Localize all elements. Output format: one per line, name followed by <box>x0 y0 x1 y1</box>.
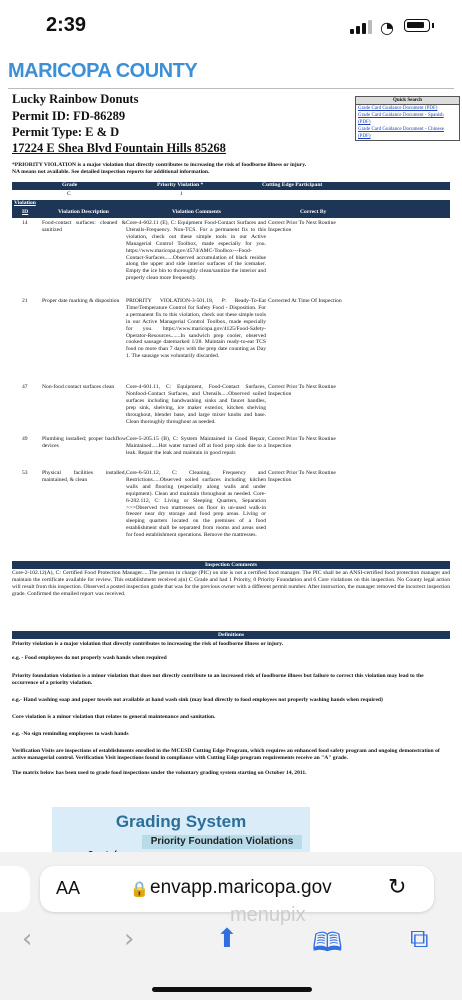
violation-comments: Core-4-602.11 (E), C: Equipment Food-Contact Surfaces and Utensils-Frequency. Non-TCS. For a permanent fix to this violation, check out these simple tools in our Active Managerial Control Toolbox, made especially for you. https://www.maricopa.gov/4574/AMC-Toolbox---Food-Contact-Surfaces......Observed accumulation of black residue along the upper and side interior surfaces of the icemaker. Empty the ice bin to thoroughly clean/sanitize the interior and properly clean more frequently. <box>126 220 266 282</box>
violation-header <box>12 200 450 218</box>
violation-description: Proper date marking & disposition <box>42 298 120 304</box>
permit-id: Permit ID: FD-86289 <box>12 109 126 123</box>
lock-icon: 🔒 <box>130 880 149 898</box>
grade-card-spanish-link[interactable]: Grade Card Guidance Document - Spanish (PDF) <box>358 113 444 125</box>
browser-bottom-bar <box>0 852 462 1000</box>
violation-correct-by: Correct Prior To Next Routine Inspection <box>268 436 336 449</box>
table-row <box>12 218 450 296</box>
summary-table <box>12 182 450 199</box>
permit-type: Permit Type: E & D <box>12 125 120 139</box>
violation-comments: Core-4-601.11, C: Equipment, Food-Contact Surfaces, Nonfood-Contact Surfaces, and Utensils.....Observed soiled surfaces including handwashing sinks and faucet handles, prep sink, shelving, ice maker exterior, kitchen shelving throughout, blender base, and large mixer knobs and base. Clean thoroughly throughout as needed. <box>126 384 266 425</box>
violation-correct-by: Correct Prior To Next Routine Inspection <box>268 220 336 233</box>
definition-core: Core violation is a minor violation that relates to general maintenance and sanitation. <box>12 714 216 720</box>
violation-correct-by: Correct Prior To Next Routine Inspection <box>268 470 336 483</box>
business-name: Lucky Rainbow Donuts <box>12 92 139 106</box>
priority-note-line1: *PRIORITY VIOLATION is a major violation that directly contributes to increasing the risk of foodborne illness or injury. <box>12 162 307 168</box>
violation-correct-by: Corrected At Time Of Inspection <box>268 298 342 304</box>
bookmarks-icon[interactable]: 🕮 <box>312 928 343 958</box>
forward-arrow-icon[interactable]: › <box>124 924 135 954</box>
home-indicator <box>152 987 312 992</box>
violation-table <box>12 200 450 563</box>
violation-description: Physical facilities installed, maintained, & clean <box>42 470 126 483</box>
definition-core-example: e.g. -No sign reminding employees to wash hands <box>12 731 129 737</box>
quick-search-box <box>355 96 460 141</box>
violation-description: Plumbing installed; proper backflow devices <box>42 436 126 449</box>
summary-header-row <box>12 182 450 190</box>
site-title[interactable]: MARICOPA COUNTY <box>8 60 198 82</box>
tabs-icon[interactable]: ⧉ <box>410 924 429 954</box>
inspection-comments-header: Inspection Comments <box>12 561 450 569</box>
cutting-edge-header: Cutting Edge Participant <box>262 182 323 188</box>
grade-value: C <box>67 191 71 197</box>
grading-system-title: Grading System <box>115 812 247 831</box>
violation-id: 53 <box>22 470 28 476</box>
violation-description: Non-food contact surfaces clean <box>42 384 115 390</box>
previous-tab-pill[interactable] <box>0 866 30 912</box>
table-row <box>12 382 450 434</box>
violation-id: 49 <box>22 436 28 442</box>
url-text[interactable]: envapp.maricopa.gov <box>150 877 332 898</box>
priority-note <box>12 162 450 176</box>
status-time: 2:39 <box>46 14 87 36</box>
back-arrow-icon[interactable]: ‹ <box>22 924 33 954</box>
violation-comments: Core-5-205.15 (B), C: System Maintained in Good Repair, Maintained.....Hot water turned off at food prep sink due to a leak. Repair the leak and maintain in good repair. <box>126 436 266 456</box>
definition-verification-visits: Verification Visits are inspections of establishments enrolled in the MCESD Cutting Edge Program, which requires an enhanced food safety program and ongoing demonstration of active managerial control. Verification Visit inspections found in compliance with Cutting Edge program requirements receive an "A" grade. <box>12 748 440 761</box>
grading-subheader: Priority Foundation Violations <box>142 835 302 849</box>
definition-priority: Priority violation is a major violation that directly contributes to increasing the risk of foodborne illness or injury. <box>12 641 284 647</box>
definitions-section <box>12 631 450 777</box>
violation-id: 21 <box>22 298 28 304</box>
grading-system-image <box>52 807 310 857</box>
summary-values-row <box>12 190 450 199</box>
table-row <box>12 434 450 468</box>
comments-header: Violation Comments <box>172 209 222 215</box>
priority-note-line2: NA means not available. See detailed inspection reports for additional information. <box>12 169 210 175</box>
description-header: Violation Description <box>58 209 109 215</box>
web-content <box>0 52 462 852</box>
id-header: ID <box>22 209 29 215</box>
table-row <box>12 296 450 382</box>
definition-priority-foundation: Priority foundation violation is a minor violation that does not directly contribute to an increased risk of foodborne illness but failure to correct this violation may lead to the occurrence of a priority violation. <box>12 673 424 686</box>
grade-card-chinese-link[interactable]: Grade Card Guidance Document - Chinese (PDF) <box>358 127 444 139</box>
definition-priority-foundation-example: e.g.- Hand washing soap and paper towels not available at hand wash sink (may lead directly to food employees not properly washing hands when required) <box>12 697 383 703</box>
battery-icon <box>404 19 430 32</box>
violation-comments: PRIORITY VIOLATION-3-501.18, P: Ready-To-Eat Time/Temperature Control for Safety Food - Disposition. For a permanent fix to this violation, check out these simple tools in our Active Managerial Control Toolbox, made especially for you. https://www.maricopa.gov/4125/Food-Safety-Operator-Resources.......In sandwich prep cooler, observed cooked sausage datemarked 1/28. Maintain ready-to-eat TCS food no more than 7 days with the prep date counting as Day 1. The sausage was voluntarily discarded. <box>126 298 266 360</box>
signal-icon <box>350 20 372 34</box>
reader-options-button[interactable]: AA <box>56 878 81 898</box>
quick-search-header: Quick Search <box>356 97 459 105</box>
violation-id: 47 <box>22 384 28 390</box>
watermark: menupix <box>230 904 306 926</box>
table-row <box>12 468 450 563</box>
wifi-icon: ◔ <box>380 18 394 37</box>
reload-icon[interactable]: ↻ <box>388 875 407 900</box>
inspection-comments <box>12 561 450 598</box>
definitions-header: Definitions <box>12 631 450 639</box>
violation-description: Food-contact surfaces: cleaned & sanitized <box>42 220 126 233</box>
inspection-comments-text: Core-2-102.12(A), C: Certified Food Protection Manager.....The person in charge (PIC) on site is not a certified food manager. The PIC shall be an ANSI-certified food protection manager and maintain the certificate available for review. This establishment received a(n) C Grade and had 1 Priority, 0 Priority Foundation and 6 Core violations on this inspection. No County legal action will result from this inspection. Observed a posted inspection grade that was for the previous owner with a different permit number. After instruction, the manager removed the incorrect inspection grade. Confirmed the emailed report was received. <box>12 570 450 597</box>
status-bar <box>0 0 462 52</box>
violation-correct-by: Correct Prior To Next Routine Inspection <box>268 384 336 397</box>
header-divider <box>8 88 454 89</box>
share-icon[interactable]: ⬆ <box>216 924 238 954</box>
violation-comments: Core-6-501.12, C: Cleaning, Frequency and Restrictions.....Observed soiled surfaces including kitchen walls and flooring (especially along walls and under equipment). Clean and maintain throughout as needed. Core-6-202.112, C: Living or Sleeping Quarters, Separation >>>Observed two mattresses on floor in un-used walk-in freezer near dry storage and food prep areas. Living or sleeping quarters located on the premises of a food establishment shall be separated from rooms and areas used for food establishment operations. Remove the mattresses. <box>126 470 266 539</box>
violation-section-label: Violation <box>14 200 36 206</box>
correct-by-header: Correct By <box>300 209 327 215</box>
grade-header: Grade <box>62 182 78 188</box>
business-address: 17224 E Shea Blvd Fountain Hills 85268 <box>12 141 226 155</box>
grade-card-pdf-link[interactable]: Grade Card Guidance Document (PDF) <box>358 106 438 111</box>
definition-priority-example: e.g. - Food employees do not properly wash hands when required <box>12 655 167 661</box>
definition-matrix-note: The matrix below has been used to grade food inspections under the voluntary grading system starting on October 14, 2011. <box>12 770 307 776</box>
violation-id: 14 <box>22 220 28 226</box>
priority-count-value: 1 <box>180 191 183 197</box>
priority-violation-header: Priority Violation * <box>157 182 204 188</box>
